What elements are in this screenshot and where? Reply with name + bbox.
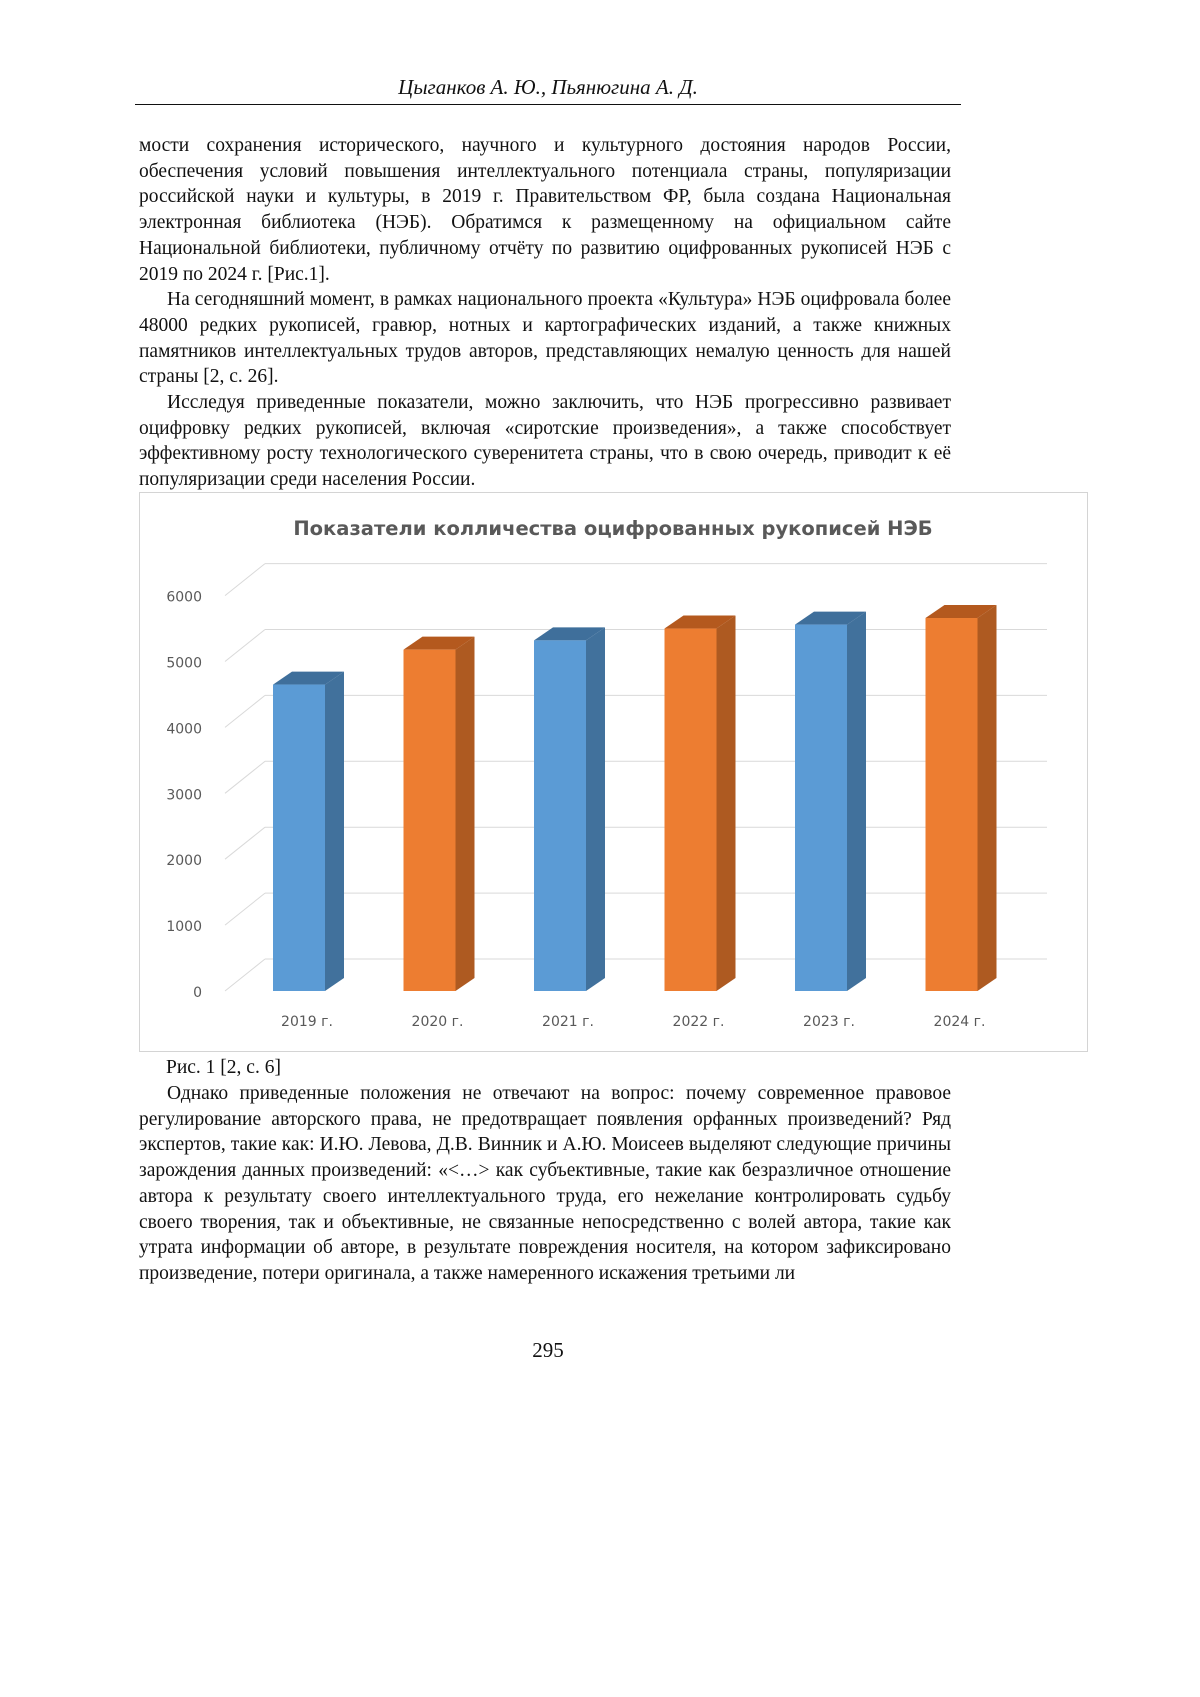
bar-side: [586, 627, 605, 991]
y-tick-label: 5000: [166, 656, 202, 672]
bar-side: [717, 616, 736, 991]
running-header: Цыганков А. Ю., Пьянюгина А. Д.: [135, 74, 961, 100]
gridline-diagonal: [225, 761, 265, 793]
y-tick-label: 4000: [166, 721, 202, 737]
y-tick-label: 2000: [166, 853, 202, 869]
paragraph: мости сохранения исторического, научного и культурного достояния народов Рос­сии, обеспечения условий повышения интеллектуального потенциала страны, попу­ляризации российской науки и культуры, в 2019 г. Правительством ФР, была созда­на Национальная электронная библиотека (НЭБ). Обратимся к размещенному на официальном сайте Национальной библиотеки, публичному отчёту по развитию оцифрованных рукописей НЭБ с 2019 по 2024 г. [Рис.1].: [139, 133, 951, 287]
body-text-bottom: [139, 1081, 951, 1287]
y-tick-label: 0: [193, 985, 202, 1001]
x-tick-label: 2023 г.: [803, 1014, 855, 1030]
gridline-diagonal: [225, 893, 265, 925]
gridline-diagonal: [225, 630, 265, 662]
x-tick-label: 2019 г.: [281, 1014, 333, 1030]
x-tick-label: 2022 г.: [673, 1014, 725, 1030]
chart-title: Показатели колличества оцифрованных рукописей НЭБ: [293, 517, 932, 540]
bar-side: [325, 672, 344, 991]
gridline-diagonal: [225, 564, 265, 596]
x-tick-label: 2021 г.: [542, 1014, 594, 1030]
gridline-diagonal: [225, 959, 265, 991]
bar: [534, 640, 586, 991]
bar: [795, 625, 847, 991]
y-tick-label: 1000: [166, 919, 202, 935]
paragraph: Однако приведенные положения не отвечают на вопрос: почему современное правовое регулирование авторского права, не предотвращает появления орфанных произведений? Ряд экспертов, такие как: И.Ю. Левова, Д.В. Винник и А.Ю. Моисе­ев выделяют следующие причины зарождения данных произведений: «<…> как субъективные, такие как безразличное отношение автора к результату своего интел­лектуального труда, его нежелание контролировать судьбу своего творения, так и объективные, не связанные непосредственно с волей автора, такие как утрата ин­формации об авторе, в результате повреждения носителя, на котором зафиксирова­но произведение, потери оригинала, а также намеренного искажения третьими ли­: [139, 1081, 951, 1287]
x-tick-label: 2020 г.: [412, 1014, 464, 1030]
bar-side: [978, 605, 997, 991]
y-tick-label: 6000: [166, 590, 202, 606]
body-text-top: [139, 133, 951, 493]
bar: [926, 618, 978, 991]
bar: [665, 629, 717, 991]
bar-chart-svg: [140, 493, 1086, 1050]
y-tick-label: 3000: [166, 787, 202, 803]
x-tick-label: 2024 г.: [934, 1014, 986, 1030]
header-rule: [135, 104, 961, 105]
gridline-diagonal: [225, 695, 265, 727]
bar: [404, 650, 456, 991]
paragraph: Исследуя приведенные показатели, можно заключить, что НЭБ прогрессивно развивает оцифровку редких рукописей, включая «сиротские произведения», а так­же способствует эффективному росту технологического суверенитета страны, что в свою очередь, приводит к её популяризации среди населения России.: [139, 390, 951, 493]
bar-side: [847, 612, 866, 991]
bar-side: [456, 637, 475, 991]
page-number: 295: [0, 1337, 1096, 1363]
bar: [273, 685, 325, 991]
figure-chart: [139, 492, 1088, 1052]
paragraph: На сегодняшний момент, в рамках национального проекта «Культура» НЭБ оцифровала более 48000 редких рукописей, гравюр, нотных и картографических изданий, а также книжных памятников интеллектуальных трудов авторов, пред­ставляющих немалую ценность для нашей страны [2, с. 26].: [139, 287, 951, 390]
gridline-diagonal: [225, 827, 265, 859]
figure-caption: Рис. 1 [2, с. 6]: [166, 1055, 281, 1080]
